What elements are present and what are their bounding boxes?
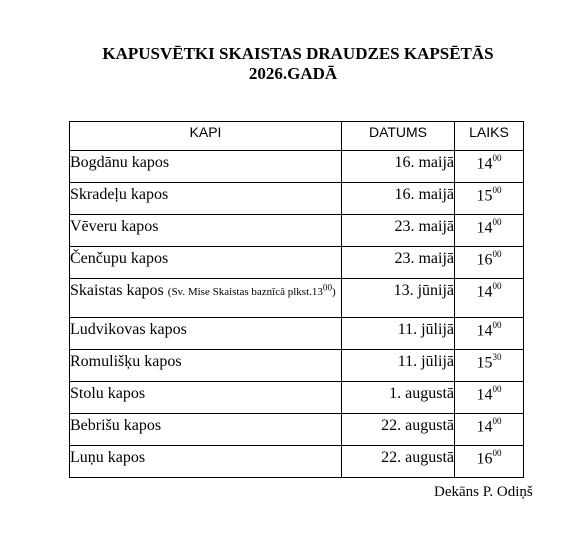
cell-place: Ludvikovas kapos <box>70 318 342 350</box>
time-hour: 14 <box>476 283 493 301</box>
title-line-2: 2026.GADĀ <box>248 64 338 83</box>
mass-note-close: ) <box>332 286 336 298</box>
cell-time <box>455 151 524 183</box>
table-row <box>70 382 524 414</box>
cell-place: Vēveru kapos <box>70 215 342 247</box>
table-row <box>70 350 524 382</box>
title-line-1: KAPUSVĒTKI SKAISTAS DRAUDZES KAPSĒTĀS <box>102 44 494 63</box>
cell-place: Čenčupu kapos <box>70 247 342 279</box>
cell-date: 16. maijā <box>342 183 455 215</box>
cell-place <box>70 279 342 318</box>
table-row <box>70 279 524 318</box>
table-row <box>70 446 524 478</box>
cell-date: 13. jūnijā <box>342 279 455 318</box>
time-hour: 14 <box>476 418 493 436</box>
cell-date: 22. augustā <box>342 414 455 446</box>
cell-time <box>455 414 524 446</box>
time-minutes: 00 <box>492 185 502 195</box>
table-header-row <box>70 122 524 151</box>
table-row <box>70 151 524 183</box>
time-hour: 14 <box>476 219 493 237</box>
cell-date: 1. augustā <box>342 382 455 414</box>
cell-date: 11. jūlijā <box>342 318 455 350</box>
cell-time <box>455 279 524 318</box>
time-hour: 14 <box>476 322 493 340</box>
cell-place: Bogdānu kapos <box>70 151 342 183</box>
time-hour: 16 <box>476 251 493 269</box>
time-minutes: 30 <box>492 352 502 362</box>
cell-time <box>455 446 524 478</box>
time-minutes: 00 <box>492 217 502 227</box>
document-title <box>0 44 576 84</box>
table-row <box>70 318 524 350</box>
mass-note-text: (Sv. Mise Skaistas baznīcā plkst.13 <box>167 286 323 298</box>
time-minutes: 00 <box>492 384 502 394</box>
time-minutes: 00 <box>492 281 502 291</box>
cell-place: Romulišķu kapos <box>70 350 342 382</box>
cell-date: 23. maijā <box>342 215 455 247</box>
mass-note <box>167 282 336 298</box>
cell-place: Skradeļu kapos <box>70 183 342 215</box>
table-row <box>70 414 524 446</box>
signature: Dekāns P. Odiņš <box>434 484 533 500</box>
cell-time <box>455 318 524 350</box>
header-laiks: LAIKS <box>455 122 524 151</box>
cell-time <box>455 247 524 279</box>
time-hour: 16 <box>476 450 493 468</box>
header-datums: DATUMS <box>342 122 455 151</box>
time-minutes: 00 <box>492 153 502 163</box>
cell-date: 23. maijā <box>342 247 455 279</box>
time-minutes: 00 <box>492 416 502 426</box>
time-minutes: 00 <box>492 249 502 259</box>
time-hour: 15 <box>476 354 493 372</box>
cell-time <box>455 215 524 247</box>
cell-time <box>455 183 524 215</box>
cell-place: Luņu kapos <box>70 446 342 478</box>
table-row <box>70 215 524 247</box>
cell-place: Bebrišu kapos <box>70 414 342 446</box>
time-minutes: 00 <box>492 320 502 330</box>
mass-note-minutes: 00 <box>322 282 333 293</box>
cell-date: 11. jūlijā <box>342 350 455 382</box>
cell-time <box>455 382 524 414</box>
header-kapi: KAPI <box>70 122 342 151</box>
table-row <box>70 247 524 279</box>
cell-date: 16. maijā <box>342 151 455 183</box>
table-row <box>70 183 524 215</box>
time-hour: 14 <box>476 155 493 173</box>
cell-date: 22. augustā <box>342 446 455 478</box>
time-minutes: 00 <box>492 448 502 458</box>
place-name: Skaistas kapos <box>70 282 164 299</box>
cell-place: Stolu kapos <box>70 382 342 414</box>
time-hour: 14 <box>476 386 493 404</box>
cell-time <box>455 350 524 382</box>
time-hour: 15 <box>476 187 493 205</box>
schedule-table <box>69 121 524 478</box>
